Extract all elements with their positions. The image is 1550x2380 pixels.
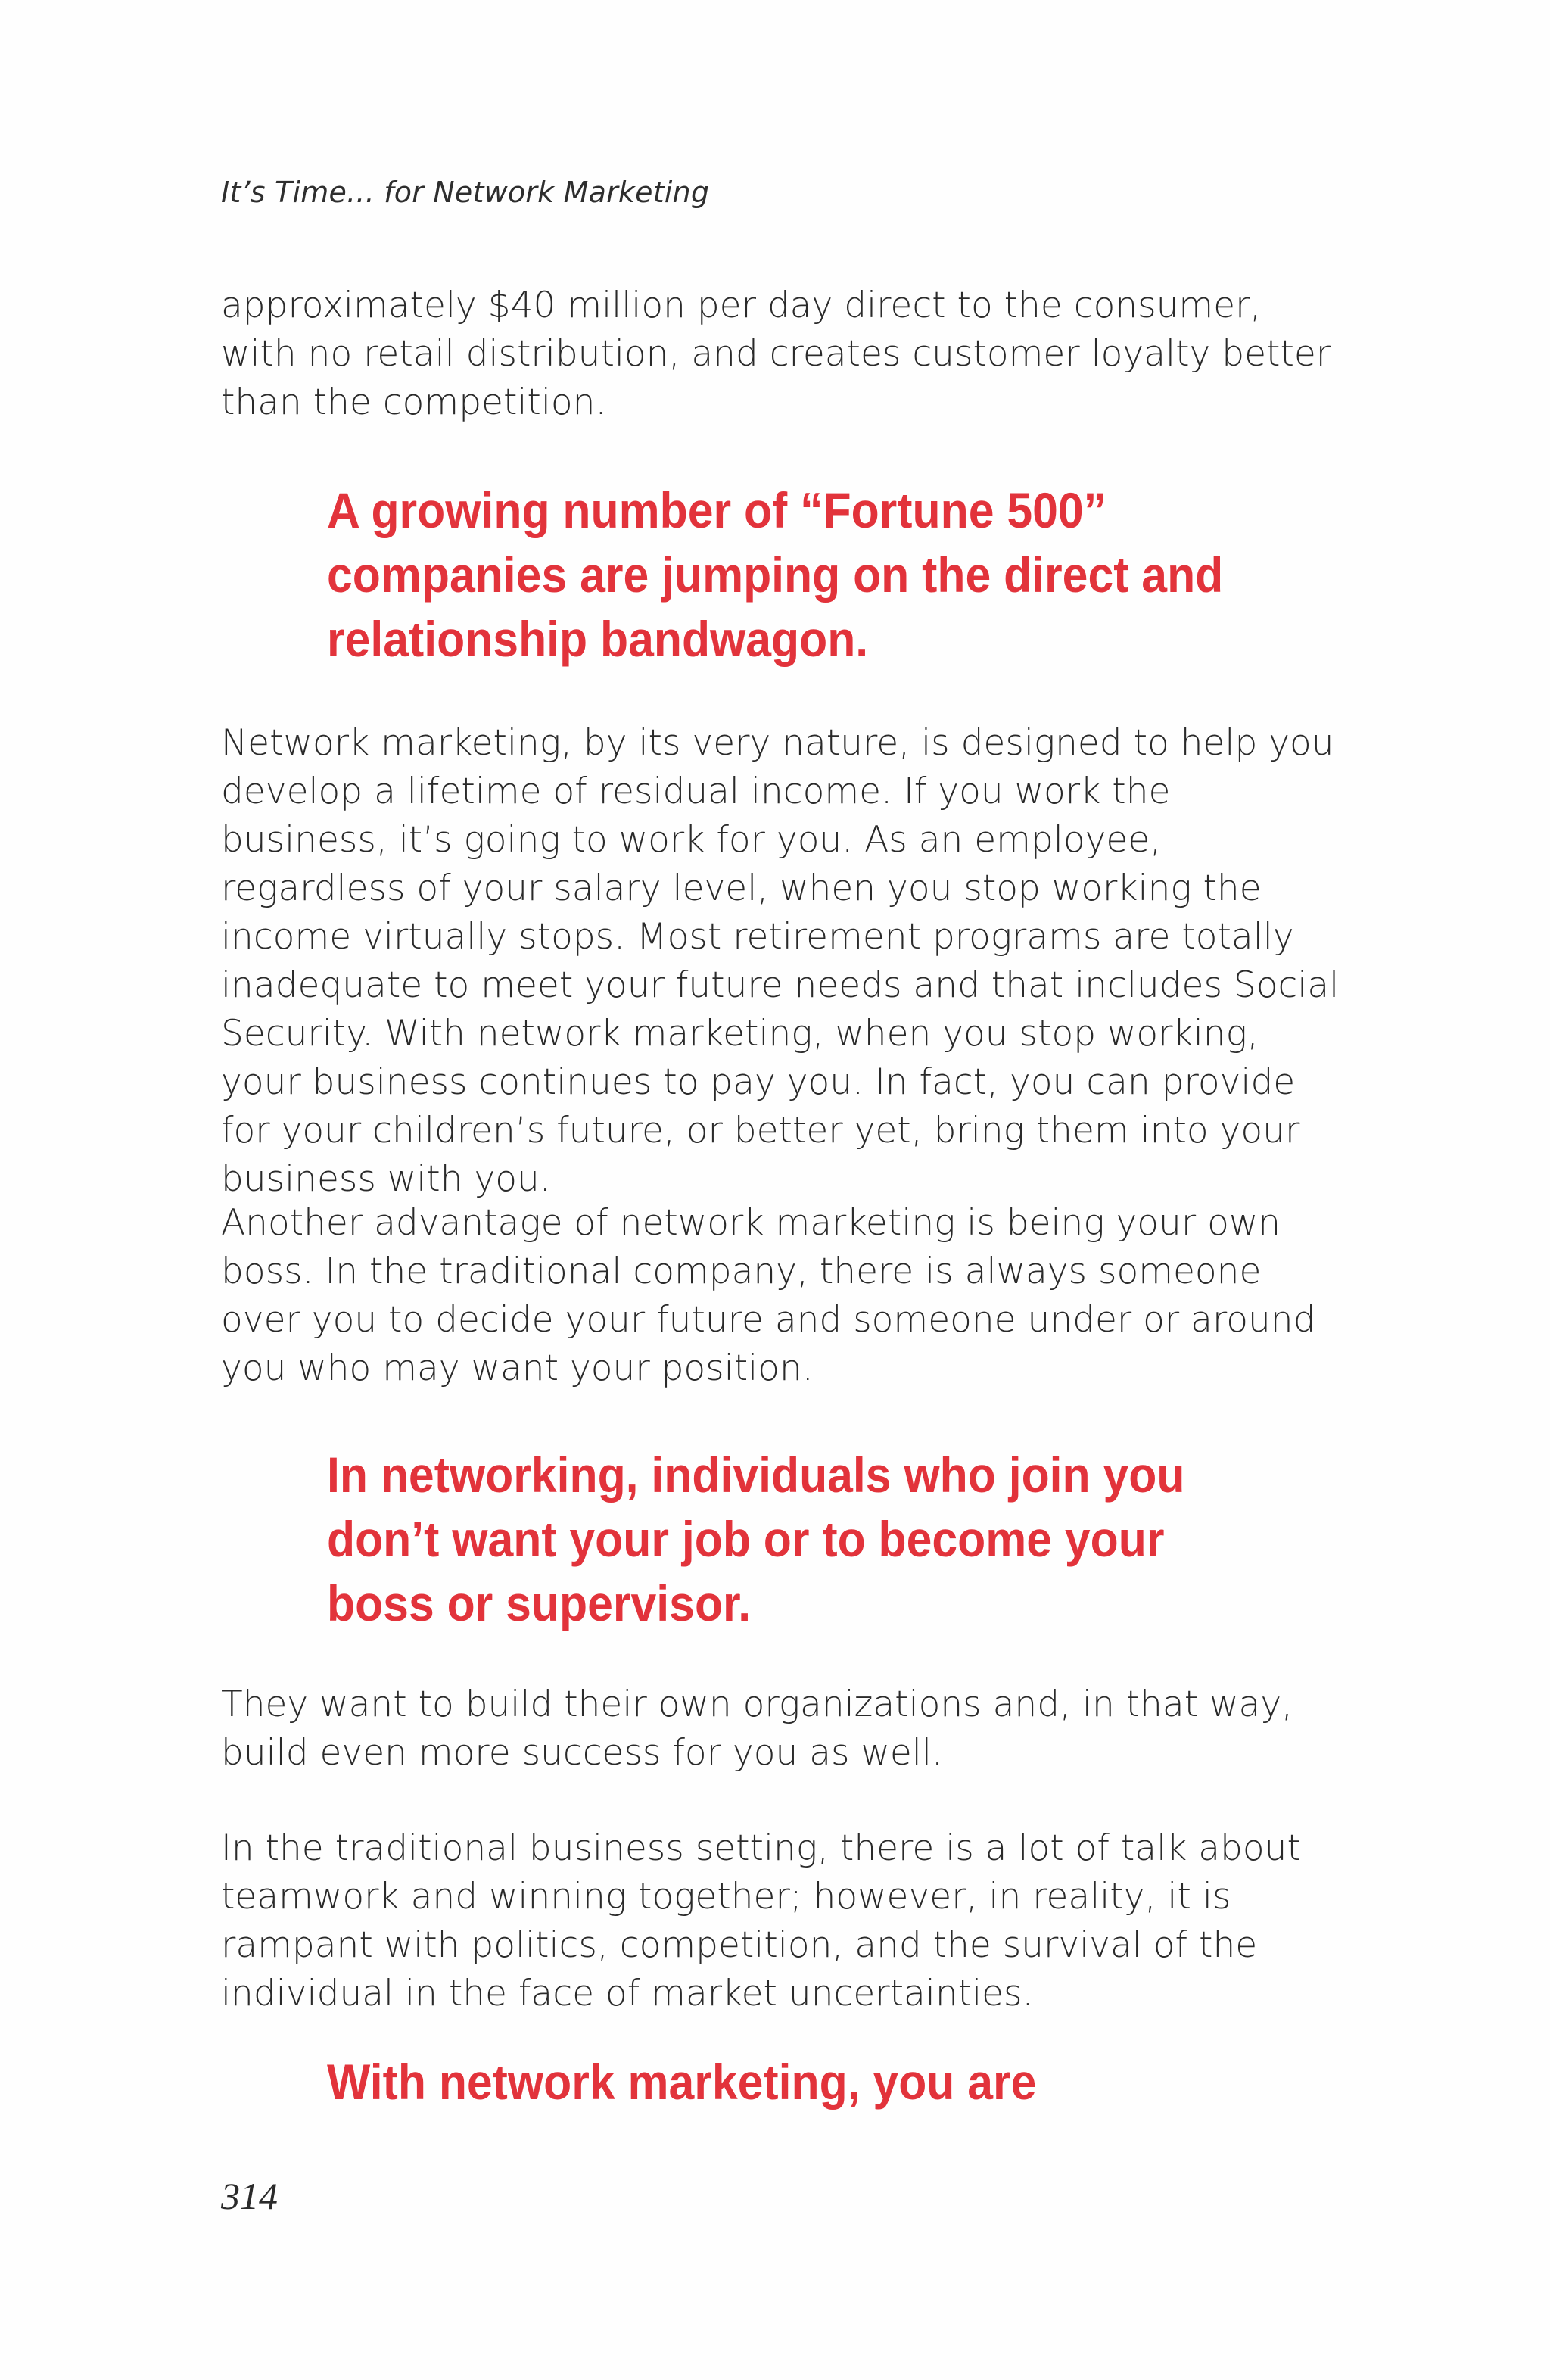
running-header: It’s Time... for Network Marketing: [221, 176, 710, 209]
paragraph-residual-income: Network marketing, by its very nature, is designed to help you develop a lifetime of residual income. If you work the business, it’s going to work for you. As an employee, regardless of your salary level, when you stop working the income virtually stops. Most retirement programs are totally inadequate to meet your future needs and that includes Social Security. With network marketing, when you stop working, your business continues to pay you. In fact, you can provide for your children’s future, or better yet, bring them into your business with you.: [221, 722, 1340, 1200]
paragraph-build-organizations: They want to build their own organizations and, in that way, build even more success for you as well.: [221, 1684, 1293, 1774]
pull-quote-with-network-marketing: With network marketing, you are: [327, 2054, 1037, 2110]
page-number: 314: [221, 2175, 278, 2217]
pull-quote-fortune-500: A growing number of “Fortune 500” companies are jumping on the direct and relationship bandwagon.: [327, 482, 1224, 667]
pull-quote-networking: In networking, individuals who join you don’t want your job or to become your boss or supervisor.: [327, 1447, 1185, 1631]
paragraph-intro: approximately $40 million per day direct to the consumer, with no retail distribution, and creates customer loyalty better than the competition.: [221, 285, 1331, 423]
paragraph-traditional-business: In the traditional business setting, there is a lot of talk about teamwork and winning together; however, in reality, it is rampant with politics, competition, and the survival of the individual in the face of market uncertainties.: [221, 1827, 1301, 2014]
paragraph-own-boss: Another advantage of network marketing is being your own boss. In the traditional company, there is always someone over you to decide your future and someone under or around you who may want your position.: [221, 1202, 1316, 1389]
